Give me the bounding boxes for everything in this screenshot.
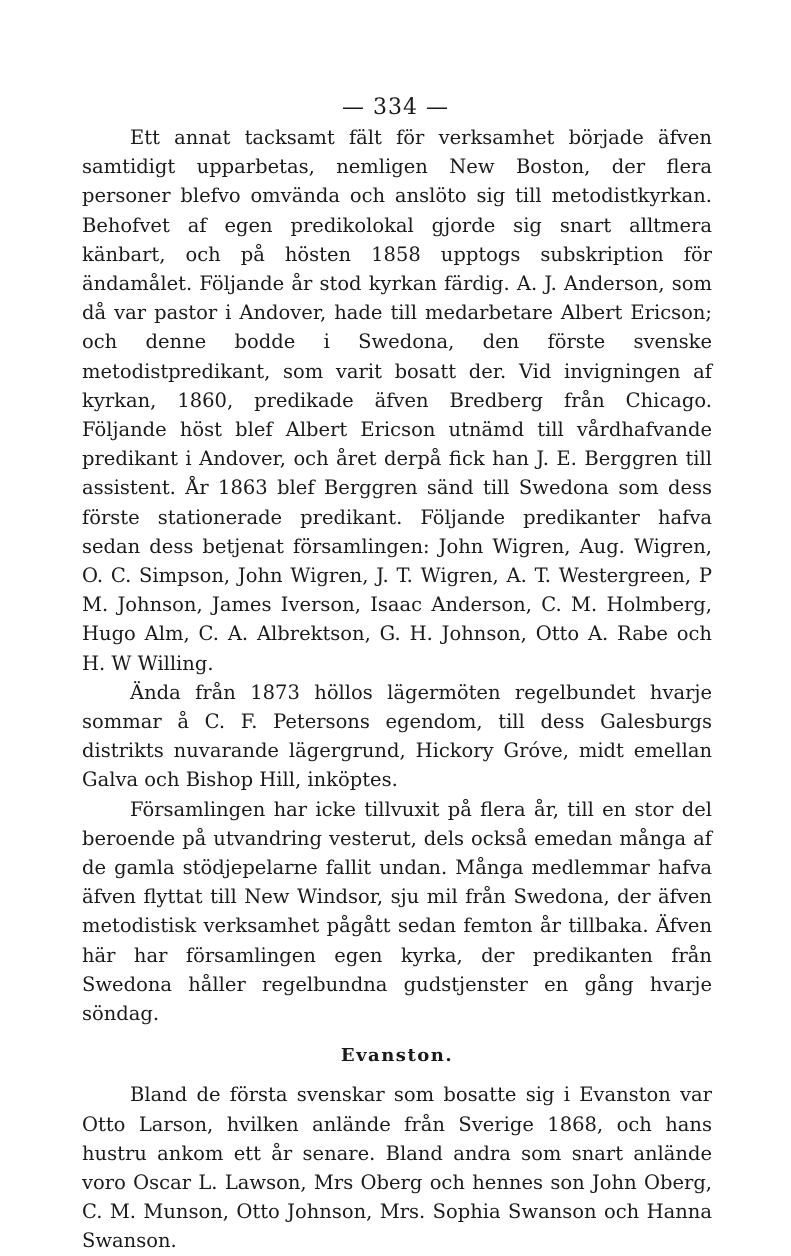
page-body [82,123,712,1256]
paragraph-congregation: Församlingen har icke tillvuxit på flera år, till en stor del beroende på utvandring vesterut, dels också emedan många af de gamla stödjepelarne fallit undan. Många medlemmar hafva äfven flyttat till New Windsor, sju mil från Swedona, der äfven metodistisk verksamhet pågått sedan femton år tillbaka. Äfven här har församlingen egen kyrka, der predikanten från Swedona håller regelbundna gudstjenster en gång hvarje söndag. [82,797,712,1026]
paragraph-evanston: Bland de första svenskar som bosatte sig i Evanston var Otto Larson, hvilken anlände från Sverige 1868, och hans hustru ankom ett år senare. Bland andra som snart anlände voro Oscar L. Lawson, Mrs Oberg och hennes son John Oberg, C. M. Munson, Otto Johnson, Mrs. Sophia Swanson och Hanna Swanson. [82,1083,712,1253]
paragraph-new-boston: Ett annat tacksamt fält för verksamhet började äfven samtidigt upparbetas, nemligen New Boston, der flera personer blefvo omvända och anslöto sig till metodistkyrkan. Behofvet af egen predikolokal gjorde sig snart alltmera känbart, och på hösten 1858 upptogs subskription för ändamålet. Följande år stod kyrkan färdig. A. J. Anderson, som då var pastor i Andover, hade till medarbetare Albert Ericson; och denne bodde i Swedona, den förste svenske metodistpredikant, som varit bosatt der. Vid invigningen af kyrkan, 1860, predikade äfven Bredberg från Chicago. Följande höst blef Albert Ericson utnämd till vårdhafvande predikant i Andover, och året derpå fick han J. E. Berggren till assistent. År 1863 blef Berggren sänd till Swedona som dess förste stationerade predikant. Följande predikanter hafva sedan dess betjenat församlingen: John Wigren, Aug. Wigren, O. C. Simpson, John Wigren, J. T. Wigren, A. T. Westergreen, P M. Johnson, James Iverson, Isaac Anderson, C. M. Holmberg, Hugo Alm, C. A. Albrektson, G. H. Johnson, Otto A. Rabe och H. W Willing. [82,126,712,675]
paragraph-camp-meetings: Ända från 1873 höllos lägermöten regelbundet hvarje sommar å C. F. Petersons egendom, till dess Galesburgs distrikts nuvarande lägergrund, Hickory Gróve, midt emellan Galva och Bishop Hill, inköptes. [82,680,712,792]
page-number: — 334 — [342,95,449,120]
section-heading-evanston: Evanston. [340,1045,454,1067]
